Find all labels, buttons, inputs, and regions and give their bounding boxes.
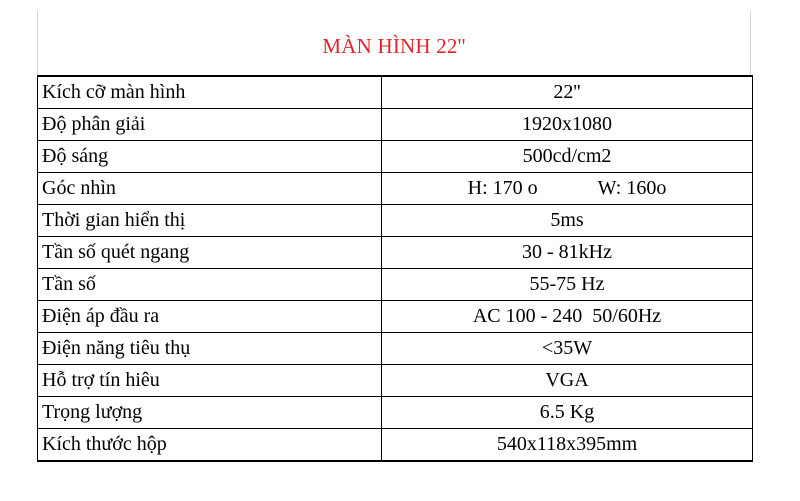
- table-row: [38, 205, 753, 237]
- table-row: [38, 109, 753, 141]
- table-row: [38, 429, 753, 462]
- page-title: MÀN HÌNH 22'': [322, 34, 466, 58]
- spec-label: Độ sáng: [38, 141, 382, 173]
- spec-value: 540x118x395mm: [382, 429, 753, 462]
- spec-value-split: [382, 173, 753, 205]
- spec-value: 1920x1080: [382, 109, 753, 141]
- viewing-angle-vertical: W: 160o: [597, 177, 667, 199]
- spec-label: Điện áp đầu ra: [38, 301, 382, 333]
- viewing-angle-horizontal: H: 170 o: [467, 177, 538, 199]
- spec-label: Tần số quét ngang: [38, 237, 382, 269]
- spec-value: VGA: [382, 365, 753, 397]
- table-row: [38, 76, 753, 109]
- table-row: [38, 301, 753, 333]
- spec-label: Trọng lượng: [38, 397, 382, 429]
- spec-label: Hỗ trợ tín hiêu: [38, 365, 382, 397]
- spec-label: Kích thước hộp: [38, 429, 382, 462]
- table-row: [38, 365, 753, 397]
- table-row: [38, 141, 753, 173]
- spec-label: Điện năng tiêu thụ: [38, 333, 382, 365]
- spec-value: <35W: [382, 333, 753, 365]
- table-row: [38, 397, 753, 429]
- title-cell: [37, 11, 751, 75]
- spec-value: 30 - 81kHz: [382, 237, 753, 269]
- spec-value: 5ms: [382, 205, 753, 237]
- spec-value: 500cd/cm2: [382, 141, 753, 173]
- spec-value: AC 100 - 240 50/60Hz: [382, 301, 753, 333]
- spec-value: 22'': [382, 76, 753, 109]
- spec-value: 55-75 Hz: [382, 269, 753, 301]
- spec-label: Độ phân giải: [38, 109, 382, 141]
- spec-table: [37, 75, 753, 462]
- table-row: [38, 269, 753, 301]
- spec-label: Tần số: [38, 269, 382, 301]
- table-row: [38, 237, 753, 269]
- table-row: [38, 173, 753, 205]
- spec-label: Thời gian hiển thị: [38, 205, 382, 237]
- spec-label: Kích cỡ màn hình: [38, 76, 382, 109]
- table-row: [38, 333, 753, 365]
- spec-value: 6.5 Kg: [382, 397, 753, 429]
- spec-label: Góc nhìn: [38, 173, 382, 205]
